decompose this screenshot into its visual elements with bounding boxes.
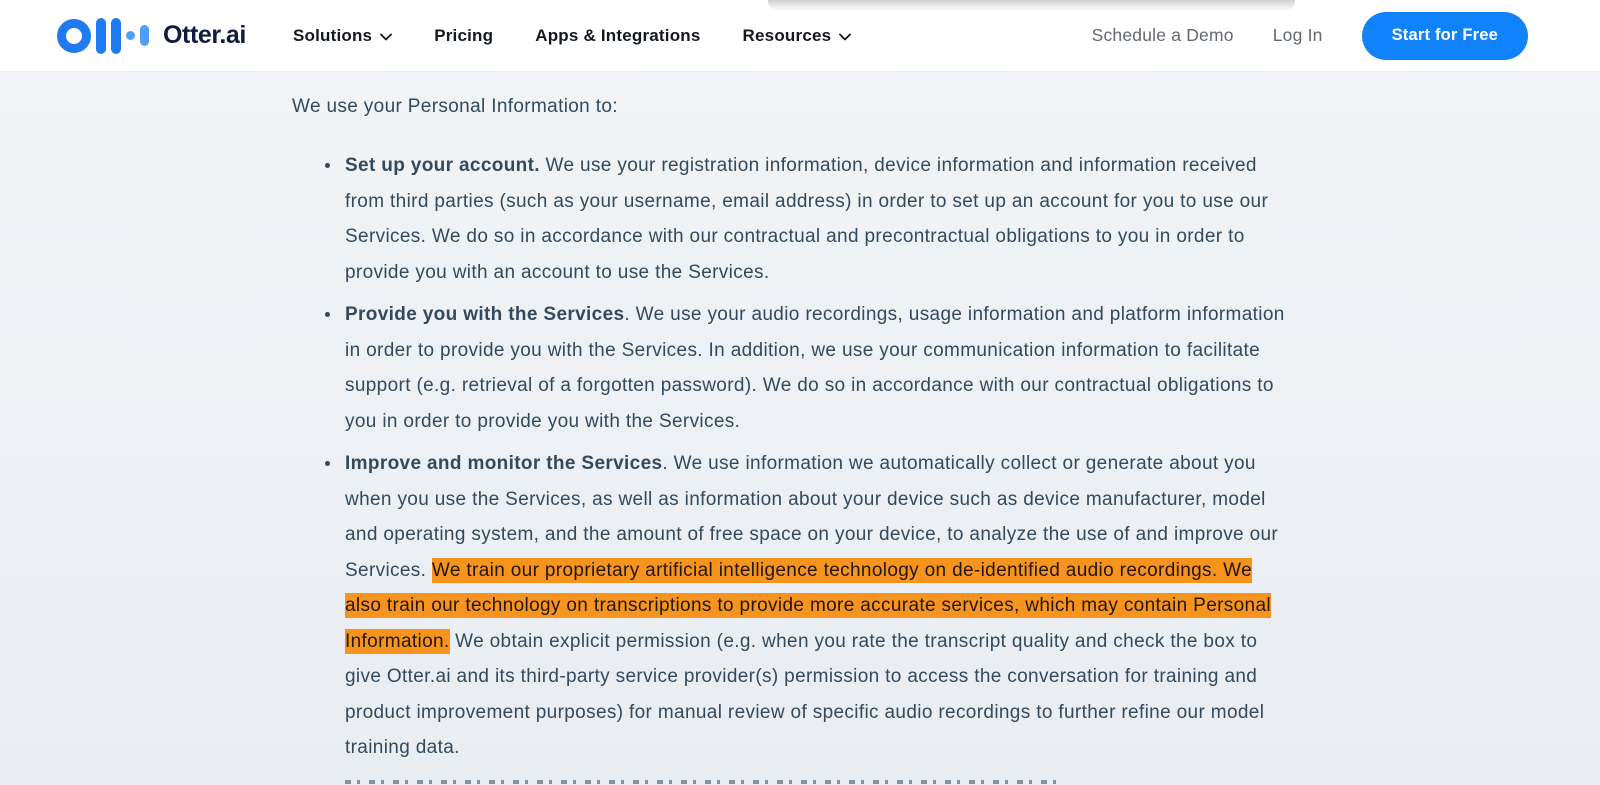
nav-item-resources[interactable] (743, 26, 852, 46)
privacy-policy-section (0, 72, 1600, 785)
bullet-lead: Improve and monitor the Services (345, 453, 663, 474)
otter-logo[interactable] (57, 17, 246, 55)
list-item (345, 446, 1290, 766)
main-menu (293, 26, 851, 46)
otter-logomark-icon (57, 17, 149, 55)
nav-right-cluster (1092, 12, 1528, 60)
nav-item-label: Pricing (434, 25, 494, 45)
nav-item-label: Solutions (292, 25, 373, 45)
nav-item-label: Resources (742, 25, 832, 45)
bullet-text: We obtain explicit permission (e.g. when you rate the transcript quality and check the box to give Otter.ai and its third-party service provider(s) permission to access the conversation for training and product improvement purposes) for manual review of specific audio recordings to further refine our model training data. (345, 630, 1265, 758)
schedule-demo-link[interactable]: Schedule a Demo (1091, 25, 1234, 45)
bullet-text: . We use your audio recordings, usage information and platform information in order to provide you with the Services. In addition, we use your communication information to facilitate support (e.g. retrieval of a forgotten password). We do so in accordance with our contractual obligations to you in order to provide you with the Services. (345, 304, 1285, 432)
list-item (345, 297, 1290, 439)
chevron-down-icon (380, 33, 392, 41)
bullet-text: We use your registration information, device information and information received from third parties (such as your username, email address) in order to set up an account for you to use our Services. We do so in accordance with our contractual and precontractual obligations to you in order to provide you with an account to use the Services. (345, 155, 1269, 283)
nav-item-pricing[interactable] (434, 26, 493, 46)
clipped-next-line (345, 779, 1057, 784)
log-in-link[interactable]: Log In (1272, 25, 1323, 45)
nav-item-apps-integrations[interactable] (535, 26, 700, 46)
nav-item-label: Apps & Integrations (535, 25, 701, 45)
bullet-lead: Set up your account. (345, 155, 540, 176)
usage-list (345, 148, 1290, 766)
overlay-bottom-edge (768, 0, 1295, 10)
chevron-down-icon (839, 33, 851, 41)
bullet-lead: Provide you with the Services (345, 304, 625, 325)
list-item (345, 148, 1290, 290)
top-navigation (0, 0, 1600, 72)
highlighted-text: We train our proprietary artificial intelligence technology on de-identified audio recordings. We also train our technology on transcriptions to provide more accurate services, which may contain Personal Information. (345, 559, 1271, 652)
start-for-free-button[interactable]: Start for Free (1362, 12, 1528, 60)
bullet-text: . We use information we automatically collect or generate about you when you use the Services, as well as information about your device such as device manufacturer, model and operating system, and the amount of free space on your device, to analyze the use of and improve our Services. (345, 453, 1279, 581)
section-intro: We use your Personal Information to: (292, 96, 618, 117)
nav-item-solutions[interactable] (293, 26, 392, 46)
logo-wordmark: Otter.ai (163, 21, 246, 49)
